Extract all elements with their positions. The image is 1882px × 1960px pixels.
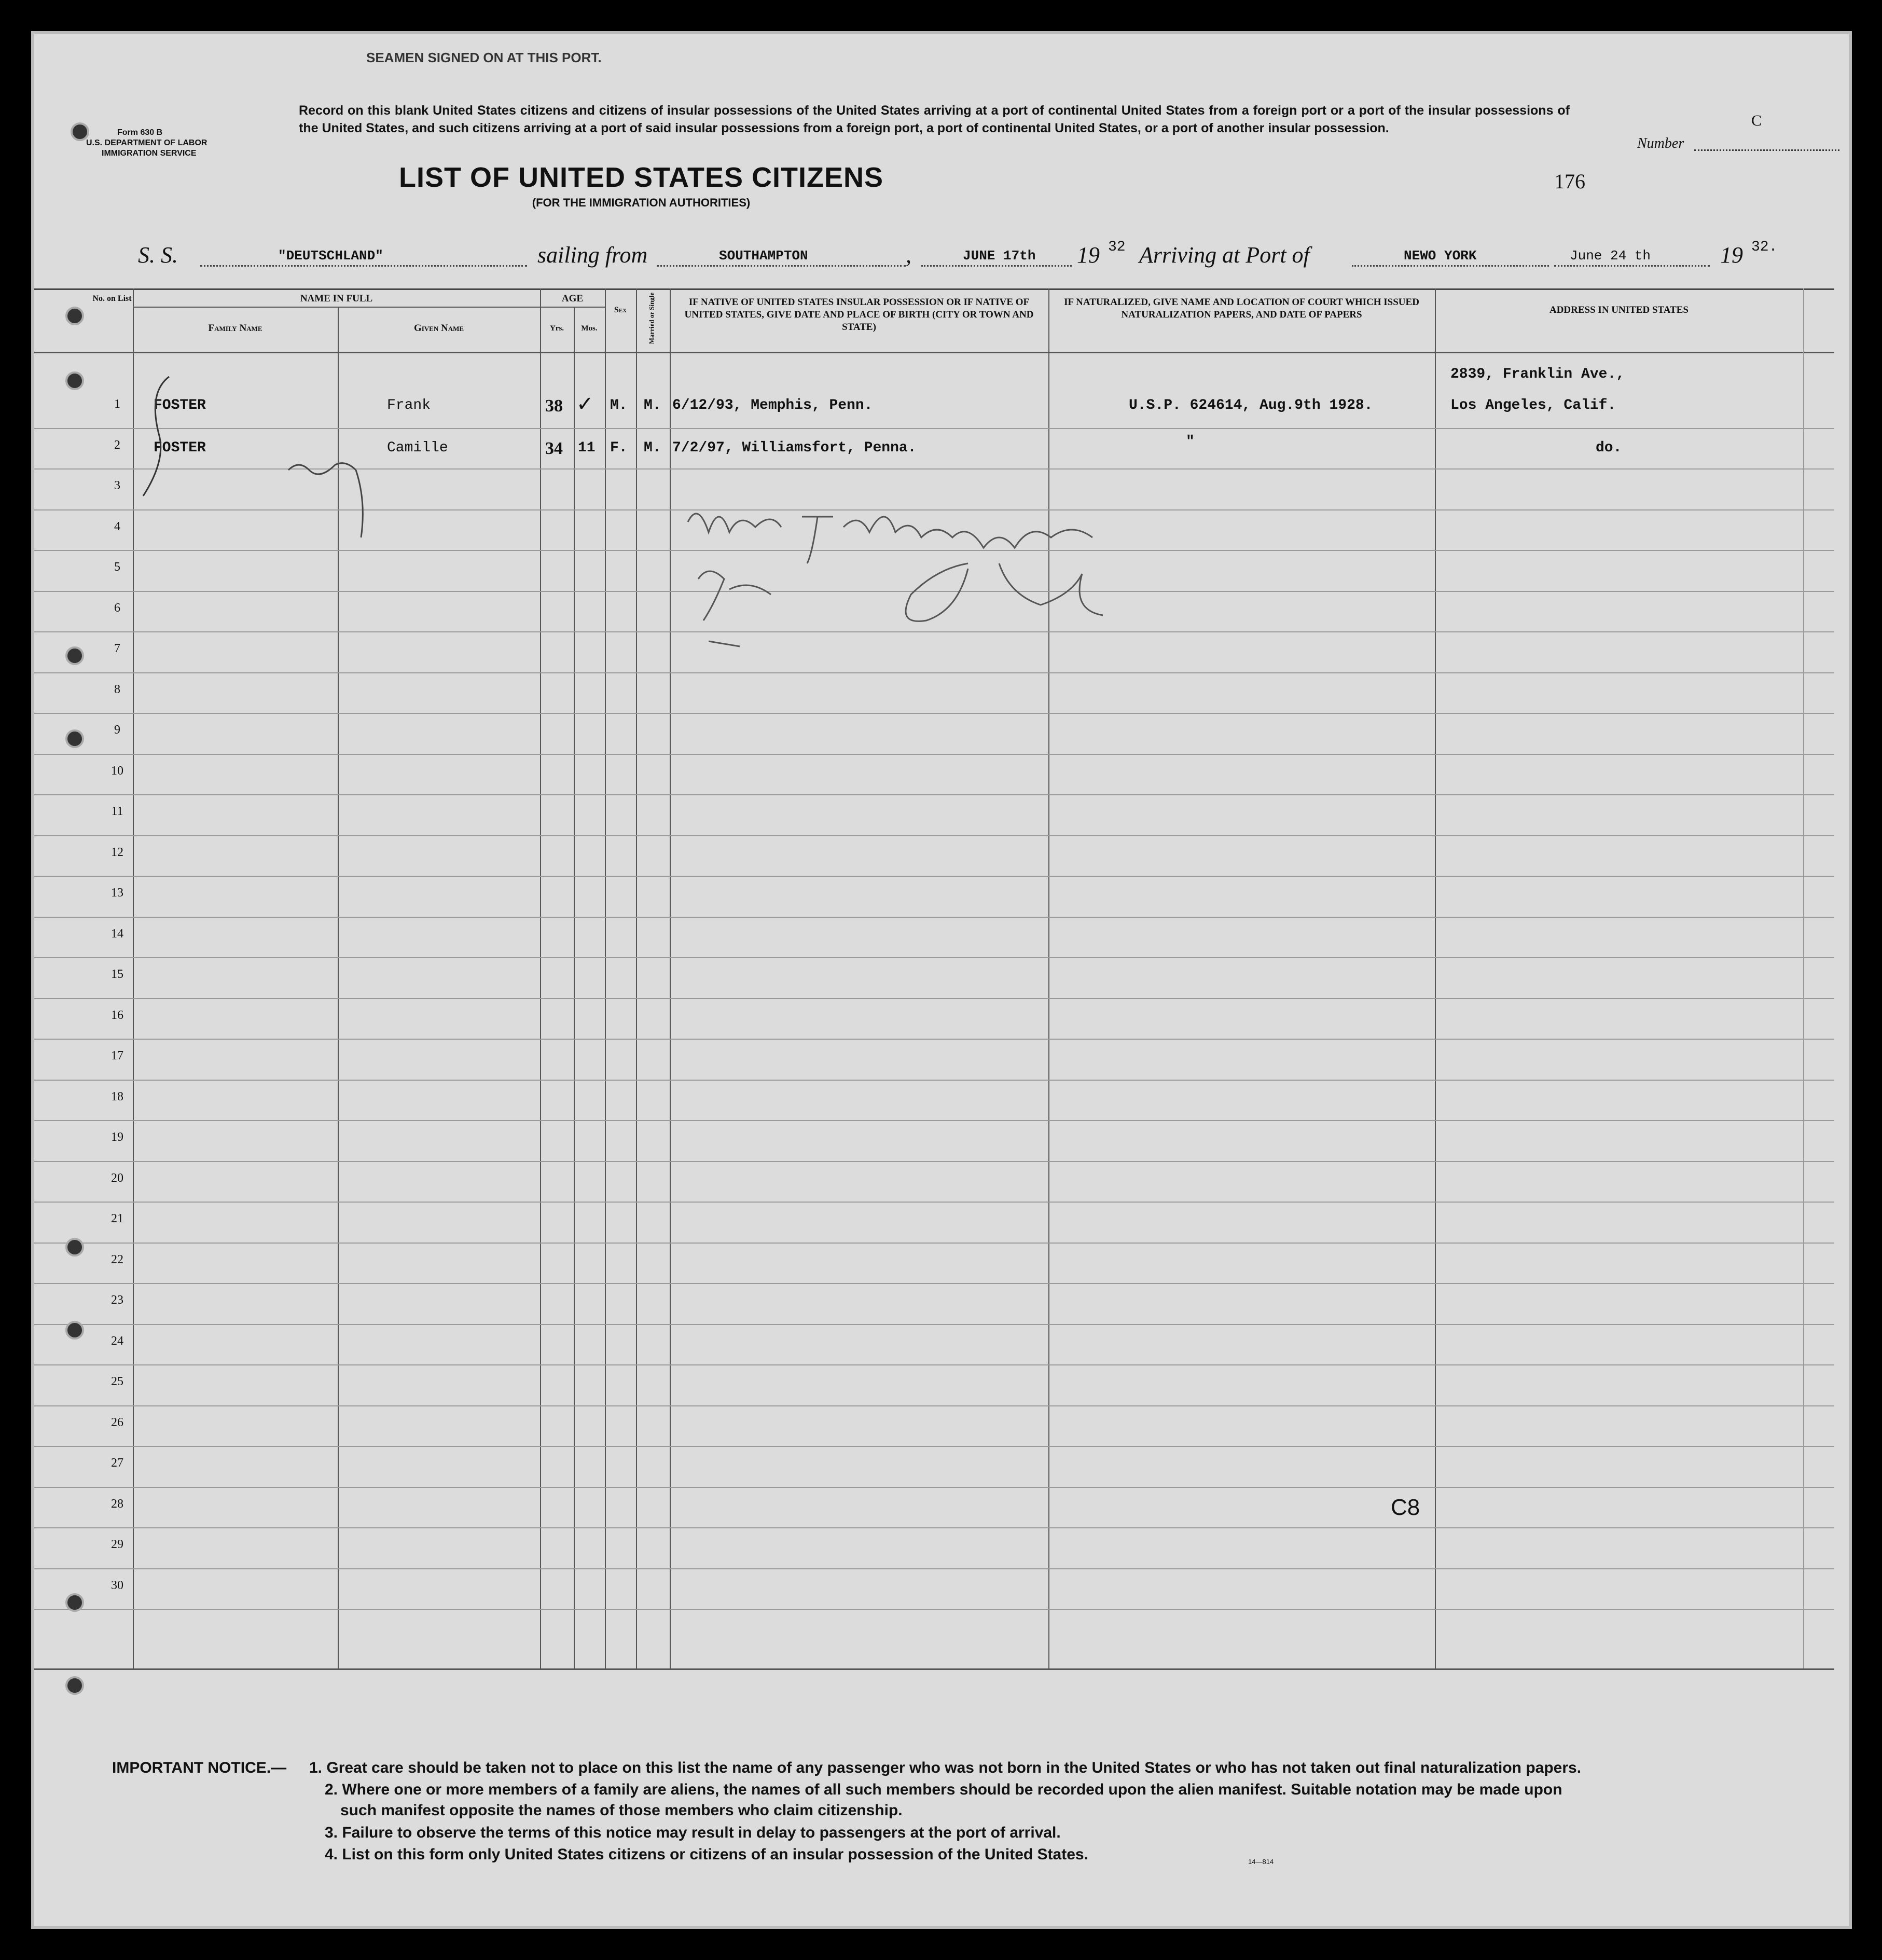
- col-line: [1803, 288, 1804, 1668]
- col-line: [574, 307, 575, 1668]
- row-number: 13: [111, 886, 123, 900]
- entry-naturalized: U.S.P. 624614, Aug.9th 1928.: [1129, 397, 1373, 413]
- table-header-bottom: [34, 352, 1834, 353]
- name-sub-divider: [133, 307, 605, 308]
- row-number: 16: [111, 1009, 123, 1022]
- sailing-label: sailing from: [537, 242, 648, 268]
- row-number: 1: [114, 397, 120, 411]
- year-prefix: 19: [1077, 242, 1100, 268]
- row-rule: [34, 754, 1834, 755]
- punch-hole-icon: [65, 371, 84, 390]
- row-number: 14: [111, 927, 123, 941]
- arrival-date: June 24 th: [1570, 248, 1651, 264]
- entry-age-years: 38: [545, 396, 563, 416]
- arrival-year-suffix: 32.: [1751, 239, 1778, 255]
- row-rule: [34, 876, 1834, 877]
- manifest-sheet: [31, 31, 1852, 1929]
- entry-naturalized: ": [1186, 434, 1195, 450]
- row-number: 28: [111, 1497, 123, 1511]
- row-rule: [34, 1487, 1834, 1488]
- date-line: [921, 265, 1072, 267]
- arriving-label: Arriving at Port of: [1139, 242, 1310, 268]
- entry-married: M.: [644, 440, 661, 456]
- row-number: 22: [111, 1253, 123, 1266]
- form-department: U.S. DEPARTMENT OF LABOR: [86, 139, 207, 147]
- row-rule: [34, 1243, 1834, 1244]
- row-number: 27: [111, 1456, 123, 1470]
- from-line: [657, 265, 906, 267]
- row-rule: [34, 957, 1834, 958]
- notice-heading: IMPORTANT NOTICE.—: [112, 1759, 287, 1776]
- row-rule: [34, 1324, 1834, 1325]
- col-yrs-header: Yrs.: [549, 324, 564, 333]
- row-number: 24: [111, 1334, 123, 1348]
- row-number: 4: [114, 520, 120, 533]
- row-number: 18: [111, 1090, 123, 1103]
- page-number: 176: [1554, 170, 1585, 193]
- arrival-year-prefix: 19: [1720, 242, 1743, 268]
- col-name-in-full-header: NAME IN FULL: [300, 293, 373, 304]
- col-mos-header: Mos.: [581, 324, 598, 333]
- row-number: 21: [111, 1212, 123, 1225]
- row-number: 20: [111, 1171, 123, 1185]
- row-number: 6: [114, 601, 120, 615]
- row-rule: [34, 1283, 1834, 1284]
- intro-text: Record on this blank United States citizens and citizens of insular possessions of the United States arriving at a port of continental United States from a foreign port or a port of the insular possessions of the United States, and such citizens arriving at a port of said insular possessions from a foreign port, a port of continental United States, or a port of another insular possession.: [299, 103, 1570, 135]
- row-number: 15: [111, 968, 123, 981]
- entry-sex: M.: [610, 397, 628, 413]
- entry-given-name: Camille: [387, 440, 448, 456]
- row-number: 17: [111, 1049, 123, 1062]
- row-rule: [34, 1039, 1834, 1040]
- row-number: 9: [114, 723, 120, 737]
- col-given-name-header: Given Name: [413, 323, 464, 334]
- arrival-port: NEWO YORK: [1404, 248, 1477, 264]
- table-bottom-border: [34, 1668, 1834, 1670]
- row-number: 29: [111, 1538, 123, 1551]
- col-line: [540, 288, 541, 1668]
- col-line: [636, 288, 637, 1668]
- entry-age-years: 34: [545, 439, 563, 458]
- entry-married: M.: [644, 397, 661, 413]
- notice-item: 1. Great care should be taken not to place on this list the name of any passenger who was not born in the United States or who has not taken out final naturalization papers.: [309, 1759, 1582, 1776]
- row-number: 5: [114, 560, 120, 574]
- entry-family-name: FOSTER: [154, 440, 206, 456]
- punch-hole-icon: [65, 307, 84, 325]
- row-rule: [34, 1405, 1834, 1406]
- entry-address-line1: 2839, Franklin Ave.,: [1450, 366, 1625, 382]
- row-number: 25: [111, 1375, 123, 1388]
- page-subtitle: (FOR THE IMMIGRATION AUTHORITIES): [532, 196, 751, 209]
- row-number: 8: [114, 683, 120, 696]
- row-number: 11: [111, 805, 123, 818]
- row-rule: [34, 1202, 1834, 1203]
- notice-item: such manifest opposite the names of those members who claim citizenship.: [340, 1802, 903, 1819]
- row-rule: [34, 1161, 1834, 1162]
- row-rule: [34, 1446, 1834, 1447]
- ss-label: S. S.: [138, 242, 178, 268]
- row-rule: [34, 713, 1834, 714]
- row-rule: [34, 1568, 1834, 1569]
- handwritten-scribble-icon: [278, 429, 382, 543]
- col-naturalized-header: IF NATURALIZED, GIVE NAME AND LOCATION OF COURT WHICH ISSUED NATURALIZATION PAPERS, AND DATE OF PAPERS: [1064, 297, 1419, 320]
- number-line: [1694, 149, 1839, 151]
- row-rule: [34, 672, 1834, 673]
- from-port: SOUTHAMPTON: [719, 248, 808, 264]
- row-number: 10: [111, 764, 123, 778]
- top-strip: SEAMEN SIGNED ON AT THIS PORT.: [366, 50, 602, 65]
- form-service: IMMIGRATION SERVICE: [102, 149, 197, 158]
- arrival-port-line: [1352, 265, 1549, 267]
- comma-1: ,: [906, 242, 911, 268]
- row-rule: [34, 794, 1834, 795]
- col-native-header: IF NATIVE OF UNITED STATES INSULAR POSSESSION OR IF NATIVE OF UNITED STATES, GIVE DATE AND PLACE OF BIRTH (CITY OR TOWN AND STATE): [684, 297, 1034, 333]
- row-number: 23: [111, 1293, 123, 1307]
- year-suffix: 32: [1108, 239, 1126, 255]
- punch-hole-icon: [65, 646, 84, 665]
- punch-hole-icon: [65, 1676, 84, 1695]
- punch-hole-icon: [65, 1321, 84, 1340]
- row-number: 7: [114, 642, 120, 655]
- row-number: 2: [114, 438, 120, 452]
- notice-item: 4. List on this form only United States citizens or citizens of an insular possession of the United States.: [325, 1846, 1088, 1863]
- print-code: 14—814: [1248, 1858, 1274, 1866]
- row-number: 12: [111, 846, 123, 859]
- entry-family-name: FOSTER: [154, 397, 206, 413]
- row-rule: [34, 917, 1834, 918]
- entry-birth: 6/12/93, Memphis, Penn.: [672, 397, 873, 413]
- notice-item: 3. Failure to observe the terms of this notice may result in delay to passengers at the port of arrival.: [325, 1824, 1061, 1841]
- punch-hole-icon: [65, 1238, 84, 1257]
- stamp-number: C8: [1391, 1495, 1420, 1520]
- ship-line: [200, 265, 527, 267]
- row-number: 30: [111, 1579, 123, 1592]
- notice-item: 2. Where one or more members of a family are aliens, the names of all such members should be recorded upon the alien manifest. Suitable notation may be made upon: [325, 1781, 1562, 1798]
- row-number: 26: [111, 1416, 123, 1429]
- row-rule: [34, 1120, 1834, 1121]
- col-line: [605, 288, 606, 1668]
- page-title: LIST OF UNITED STATES CITIZENS: [399, 162, 883, 193]
- row-rule: [34, 1527, 1834, 1528]
- row-rule: [34, 998, 1834, 999]
- col-line: [670, 288, 671, 1668]
- departure-date: JUNE 17th: [963, 248, 1036, 264]
- punch-hole-icon: [65, 729, 84, 748]
- family-bracket-icon: [138, 371, 200, 506]
- entry-given-name: Frank: [387, 397, 431, 413]
- entry-age-months: 11: [578, 440, 596, 456]
- entry-address-line1: do.: [1596, 440, 1622, 456]
- entry-sex: F.: [610, 440, 628, 456]
- number-label: Number: [1637, 135, 1684, 151]
- form-id: [86, 128, 207, 159]
- table-top-border: [34, 288, 1834, 290]
- entry-birth: 7/2/97, Williamsfort, Penna.: [672, 440, 917, 456]
- punch-hole-icon: [65, 1593, 84, 1612]
- col-married-header: Married or Single: [647, 292, 656, 344]
- col-family-name-header: Family Name: [208, 323, 262, 334]
- handwritten-signature-icon: [677, 491, 1144, 667]
- row-rule: [34, 835, 1834, 836]
- entry-address-line2: Los Angeles, Calif.: [1450, 397, 1616, 413]
- row-number: 3: [114, 479, 120, 492]
- arrival-date-line: [1554, 265, 1710, 267]
- col-line: [1435, 288, 1436, 1668]
- row-rule: [34, 1080, 1834, 1081]
- row-rule: [34, 1609, 1834, 1610]
- row-rule: [34, 1364, 1834, 1365]
- col-address-header: ADDRESS IN UNITED STATES: [1549, 305, 1689, 315]
- ship-name: "DEUTSCHLAND": [278, 248, 383, 264]
- number-value: C: [1751, 112, 1762, 129]
- col-age-header: AGE: [561, 293, 584, 304]
- col-sex-header: Sex: [614, 306, 627, 314]
- entry-age-months: ✓: [576, 392, 594, 416]
- col-no-header: No. on List: [92, 294, 132, 303]
- form-number: Form 630 B: [117, 128, 163, 137]
- row-number: 19: [111, 1130, 123, 1144]
